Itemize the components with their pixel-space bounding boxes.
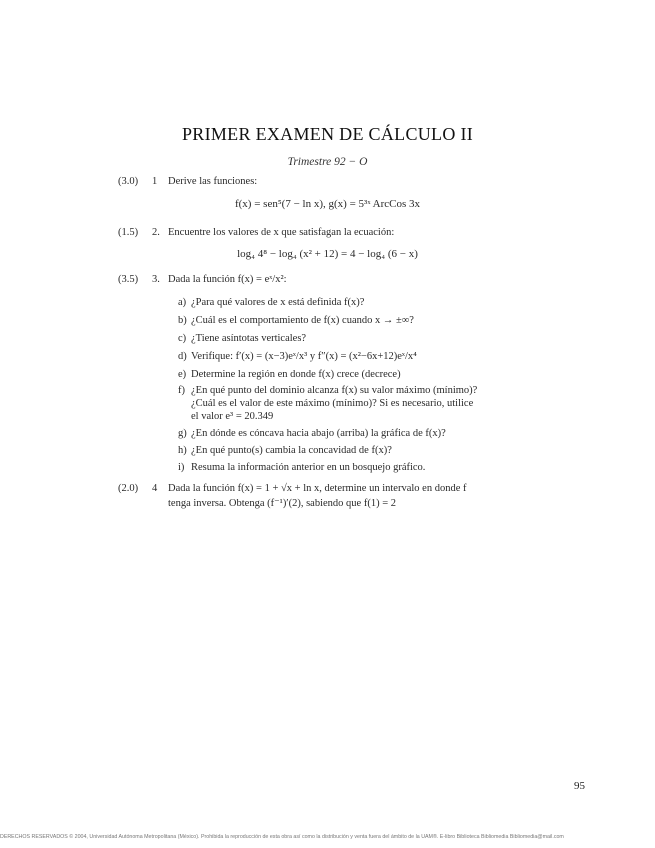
- problem-2-text: Encuentre los valores de x que satisfagan la ecuación:: [168, 227, 395, 238]
- problem-4-text: Dada la función f(x) = 1 + √x + ln x, determine un intervalo en donde f: [168, 483, 467, 494]
- problem-3-item-text: ¿En qué punto del dominio alcanza f(x) su valor máximo (mínimo)?: [191, 385, 478, 396]
- problem-3-item-label: e): [178, 369, 187, 380]
- problem-1-points: (3.0): [118, 176, 139, 187]
- problem-3-item-label: f): [178, 385, 185, 396]
- problem-3-item-label: b): [178, 315, 187, 326]
- problem-2-equation: log₄ 4⁸ − log₄ (x² + 12) = 4 − log₄ (6 − x): [237, 248, 418, 260]
- exam-subtitle: Trimestre 92 − O: [287, 156, 368, 168]
- problem-3-text: Dada la función f(x) = eˣ/x²:: [168, 274, 287, 285]
- problem-3-item-text: el valor e³ = 20.349: [191, 411, 274, 422]
- problem-3-item-label: c): [178, 333, 187, 344]
- problem-3-item-text: Determine la región en donde f(x) crece (decrece): [191, 369, 401, 380]
- problem-3-item-label: g): [178, 428, 187, 439]
- problem-3-item-label: d): [178, 351, 187, 362]
- page-number: 95: [574, 780, 585, 792]
- problem-3-item-text: ¿Para qué valores de x está definida f(x)?: [191, 297, 365, 308]
- problem-3-item-text: ¿En dónde es cóncava hacia abajo (arriba) la gráfica de f(x)?: [191, 428, 446, 439]
- problem-4-text-continued: tenga inversa. Obtenga (f⁻¹)′(2), sabiendo que f(1) = 2: [168, 498, 396, 509]
- problem-1-equation: f(x) = sen⁵(7 − ln x), g(x) = 5³ˣ ArcCos 3x: [234, 198, 421, 210]
- problem-2-number: 2.: [152, 227, 160, 238]
- problem-3-item-label: h): [178, 445, 187, 456]
- problem-3-item-text: ¿Cuál es el valor de este máximo (mínimo)? Si es necesario, utilice: [191, 398, 474, 409]
- problem-3-item-label: i): [178, 462, 185, 473]
- exam-title: PRIMER EXAMEN DE CÁLCULO II: [181, 124, 474, 144]
- problem-2-points: (1.5): [118, 227, 139, 238]
- problem-4-number: 4: [152, 483, 158, 494]
- problem-3-item-text: Verifique: f′(x) = (x−3)eˣ/x³ y f″(x) = (x²−6x+12)eˣ/x⁴: [191, 351, 417, 362]
- problem-3-item-text: ¿En qué punto(s) cambia la concavidad de f(x)?: [191, 445, 392, 456]
- problem-3-item-text: ¿Cuál es el comportamiento de f(x) cuando x → ±∞?: [191, 315, 414, 326]
- problem-3-item-text: Resuma la información anterior en un bosquejo gráfico.: [191, 462, 426, 473]
- problem-3-number: 3.: [152, 274, 160, 285]
- problem-3-points: (3.5): [118, 274, 139, 285]
- problem-1-number: 1: [152, 176, 158, 187]
- problem-1-text: Derive las funciones:: [168, 176, 258, 187]
- copyright-footer: DERECHOS RESERVADOS © 2004, Universidad Autónoma Metropolitana (México). Prohibida la reproducción de esta obra así como la distribución y venta fuera del ámbito de la UAM®. E-libro Biblioteca Bibliomedia Bibliomedia@mail.com: [0, 834, 564, 840]
- problem-3-item-label: a): [178, 297, 187, 308]
- problem-4-points: (2.0): [118, 483, 139, 494]
- problem-3-item-text: ¿Tiene asíntotas verticales?: [191, 333, 307, 344]
